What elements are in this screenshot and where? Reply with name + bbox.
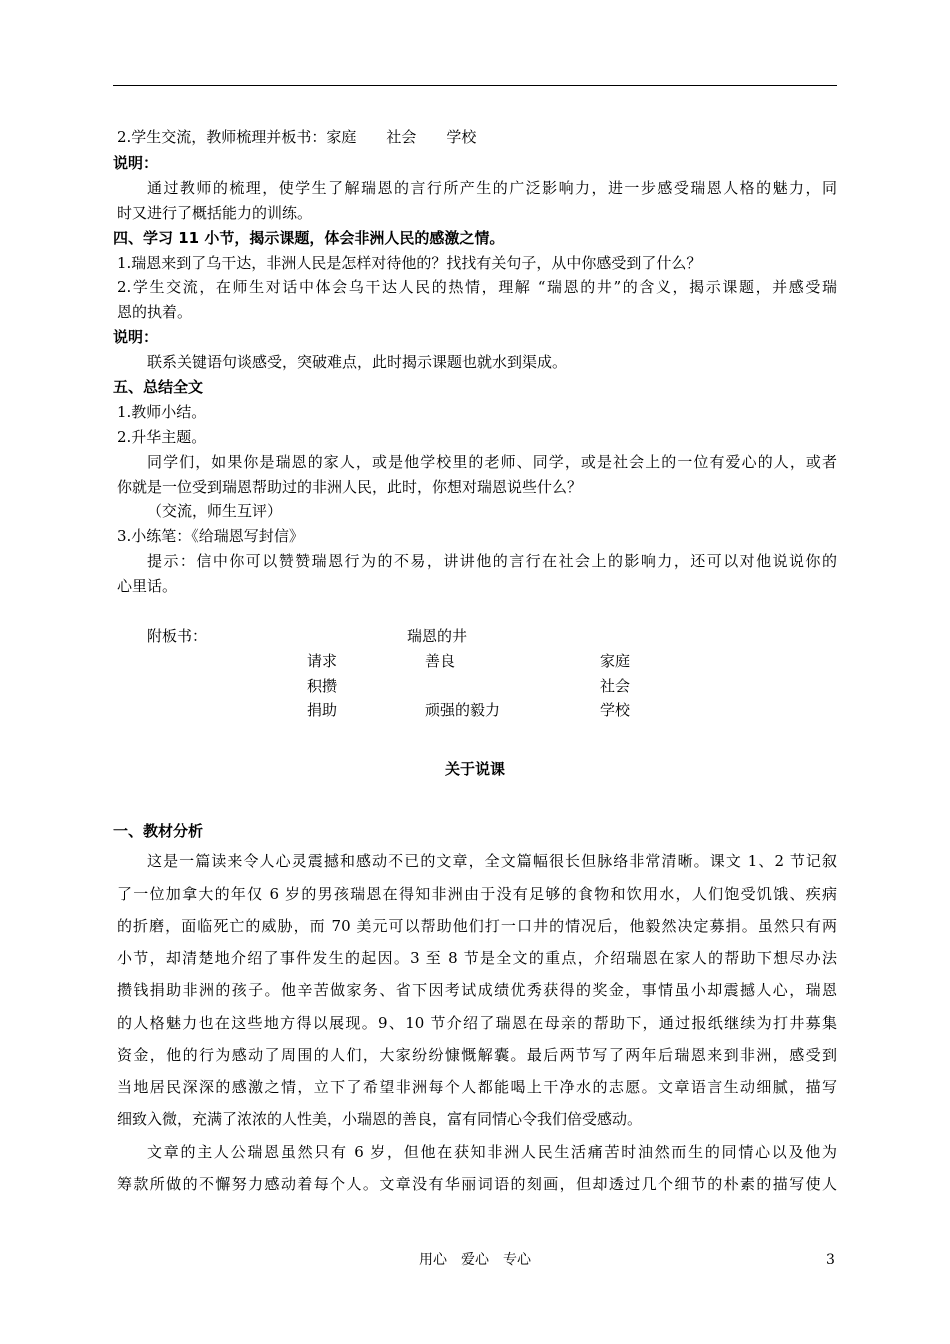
board-title: 瑞恩的井 — [407, 627, 468, 645]
sec4-note-label: 说明： — [113, 328, 159, 346]
analysis-para1-line: 资金，他的行为感动了周围的人们，大家纷纷慷慨解囊。最后两节写了两年后瑞恩来到非洲，感受到 — [117, 1046, 837, 1064]
analysis-para1-line: 细致入微，充满了浓浓的人性美，小瑞恩的善良，富有同情心令我们倍受感动。 — [117, 1110, 643, 1128]
sec5-hint-line-2: 心里话。 — [117, 577, 178, 595]
footer-motto: 用心 爱心 专心 — [419, 1252, 531, 1268]
analysis-para1-line: 攒钱捐助非洲的孩子。他辛苦做家务、省下因考试成绩优秀获得的奖金，事情虽小却震撼人心，瑞恩 — [117, 981, 837, 999]
sec4-item-2-line-1: 2.学生交流，在师生对话中体会乌干达人民的热情，理解 “瑞恩的井”的含义，揭示课题，并感受瑞 — [117, 278, 837, 296]
sec5-para-line-2: 你就是一位受到瑞恩帮助过的非洲人民，此时，你想对瑞恩说些什么？ — [117, 478, 583, 496]
note-line-1: 通过教师的梳理，使学生了解瑞恩的言行所产生的广泛影响力，进一步感受瑞恩人格的魅力，同 — [147, 179, 837, 197]
sec5-para-line-1: 同学们，如果你是瑞恩的家人，或是他学校里的老师、同学，或是社会上的一位有爱心的人，或者 — [147, 453, 837, 471]
analysis-para1-line: 这是一篇读来令人心灵震撼和感动不已的文章，全文篇幅很长但脉络非常清晰。课文 1、2 节记叙 — [147, 852, 837, 870]
board-col2-top: 善良 — [425, 652, 456, 670]
board-col2-bottom: 顽强的毅力 — [425, 701, 501, 719]
board-label: 附板书： — [147, 627, 208, 645]
analysis-title: 一、教材分析 — [113, 822, 204, 840]
note-line-2: 时又进行了概括能力的训练。 — [117, 204, 313, 222]
sec5-hint-line-1: 提示：信中你可以赞赞瑞恩行为的不易，讲讲他的言行在社会上的影响力，还可以对他说说你的 — [147, 552, 837, 570]
board-col3-item: 家庭 — [600, 652, 631, 670]
analysis-para1-line: 了一位加拿大的年仅 6 岁的男孩瑞恩在得知非洲由于没有足够的食物和饮用水，人们饱受饥饿、疾病 — [117, 885, 837, 903]
sec4-item-1: 1.瑞恩来到了乌干达，非洲人民是怎样对待他的？找找有关句子，从中你感受到了什么？ — [117, 254, 702, 272]
list-item-2: 2.学生交流，教师梳理并板书：家庭 社会 学校 — [117, 128, 477, 146]
note-label: 说明： — [113, 154, 159, 172]
board-col1-item: 捐助 — [307, 701, 338, 719]
sec5-item-3: 3.小练笔：《给瑞恩写封信》 — [117, 527, 304, 545]
sec4-note: 联系关键语句谈感受，突破难点，此时揭示课题也就水到渠成。 — [147, 353, 568, 371]
header-rule — [113, 85, 837, 86]
sec4-item-2-line-2: 恩的执着。 — [117, 303, 193, 321]
sec5-exchange: （交流，师生互评） — [147, 502, 283, 520]
section-5-title: 五、总结全文 — [113, 378, 204, 396]
analysis-para1-line: 当地居民深深的感激之情，立下了希望非洲每个人都能喝上干净水的志愿。文章语言生动细腻，描写 — [117, 1078, 837, 1096]
analysis-para1-line: 的折磨，面临死亡的威胁，而 70 美元可以帮助他们打一口井的情况后，他毅然决定募捐。虽然只有两 — [117, 917, 837, 935]
page-number: 3 — [826, 1252, 835, 1268]
analysis-para1-line: 小节，却清楚地介绍了事件发生的起因。3 至 8 节是全文的重点，介绍瑞恩在家人的帮助下想尽办法 — [117, 949, 837, 967]
analysis-para2-line: 文章的主人公瑞恩虽然只有 6 岁，但他在获知非洲人民生活痛苦时油然而生的同情心以及他为 — [147, 1143, 837, 1161]
analysis-para1-line: 的人格魅力也在这些地方得以展现。9、10 节介绍了瑞恩在母亲的帮助下，通过报纸继续为打井募集 — [117, 1014, 837, 1032]
board-col3-item: 社会 — [600, 677, 631, 695]
analysis-para2-line: 筹款所做的不懈努力感动着每个人。文章没有华丽词语的刻画，但却透过几个细节的朴素的描写使人 — [117, 1175, 837, 1193]
board-col1-item: 积攒 — [307, 677, 338, 695]
board-col1-item: 请求 — [307, 652, 338, 670]
section-4-title: 四、学习 11 小节，揭示课题，体会非洲人民的感激之情。 — [113, 229, 505, 247]
section-title: 关于说课 — [444, 760, 505, 778]
sec5-item-2: 2.升华主题。 — [117, 428, 207, 446]
board-col3-item: 学校 — [600, 701, 631, 719]
sec5-item-1: 1.教师小结。 — [117, 403, 207, 421]
